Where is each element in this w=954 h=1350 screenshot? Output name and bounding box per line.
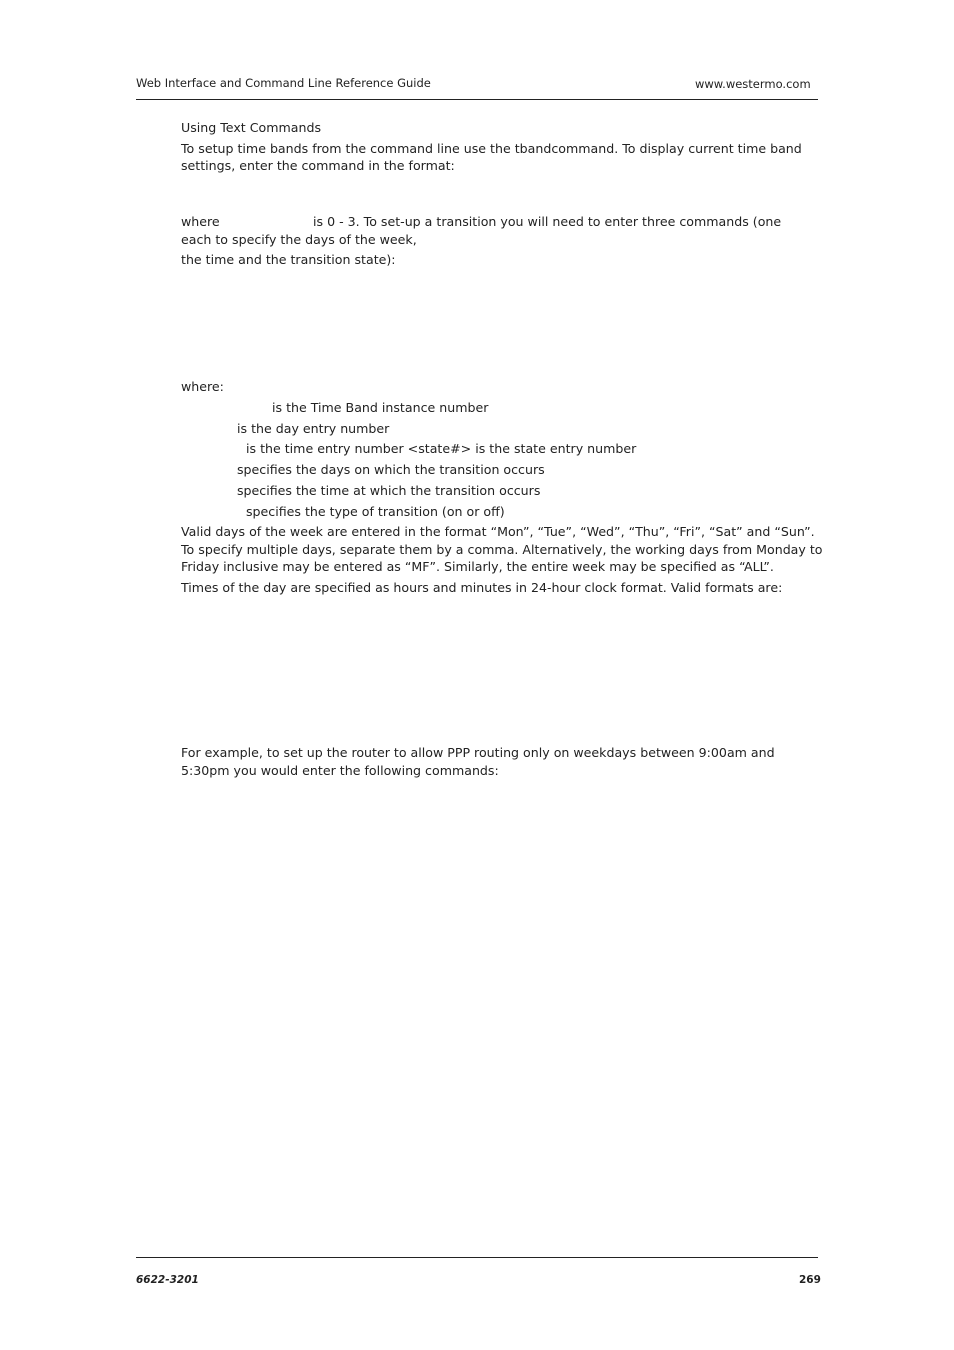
definition-time: specifies the time at which the transition occurs — [237, 483, 541, 498]
times-line: Times of the day are specified as hours and minutes in 24-hour clock format. Valid formats are: — [181, 580, 783, 595]
definition-timeband: is the Time Band instance number — [272, 400, 489, 415]
example-line-2: 5:30pm you would enter the following commands: — [181, 763, 499, 778]
definition-days: specifies the days on which the transition occurs — [237, 462, 545, 477]
header-rule — [136, 99, 818, 100]
definition-day-entry: is the day entry number — [237, 421, 390, 436]
where-word: where — [181, 214, 220, 229]
where-label: where: — [181, 379, 224, 394]
footer-doc-number: 6622-3201 — [136, 1274, 199, 1286]
where-line-3: the time and the transition state): — [181, 252, 396, 267]
section-heading: Using Text Commands — [181, 120, 322, 135]
footer-rule — [136, 1257, 818, 1258]
definition-state: specifies the type of transition (on or off) — [246, 504, 505, 519]
definition-time-entry: is the time entry number <state#> is the state entry number — [246, 441, 637, 456]
where-text: is 0 - 3. To set-up a transition you will need to enter three commands (one — [313, 214, 782, 229]
example-line-1: For example, to set up the router to allow PPP routing only on weekdays between 9:00am and — [181, 745, 775, 760]
footer-page-number: 269 — [799, 1274, 821, 1286]
days-line-1: Valid days of the week are entered in the format “Mon”, “Tue”, “Wed”, “Thu”, “Fri”, “Sat” and “Sun”. — [181, 524, 815, 539]
header-website: www.westermo.com — [695, 77, 811, 91]
days-line-3: Friday inclusive may be entered as “MF”. Similarly, the entire week may be specified as “ALL”. — [181, 559, 774, 574]
intro-line-1: To setup time bands from the command line use the tbandcommand. To display current time band — [181, 141, 802, 156]
header-title: Web Interface and Command Line Reference Guide — [136, 76, 431, 90]
intro-line-2: settings, enter the command in the format: — [181, 158, 455, 173]
where-line-2: each to specify the days of the week, — [181, 232, 417, 247]
days-line-2: To specify multiple days, separate them by a comma. Alternatively, the working days from Monday to — [181, 542, 823, 557]
